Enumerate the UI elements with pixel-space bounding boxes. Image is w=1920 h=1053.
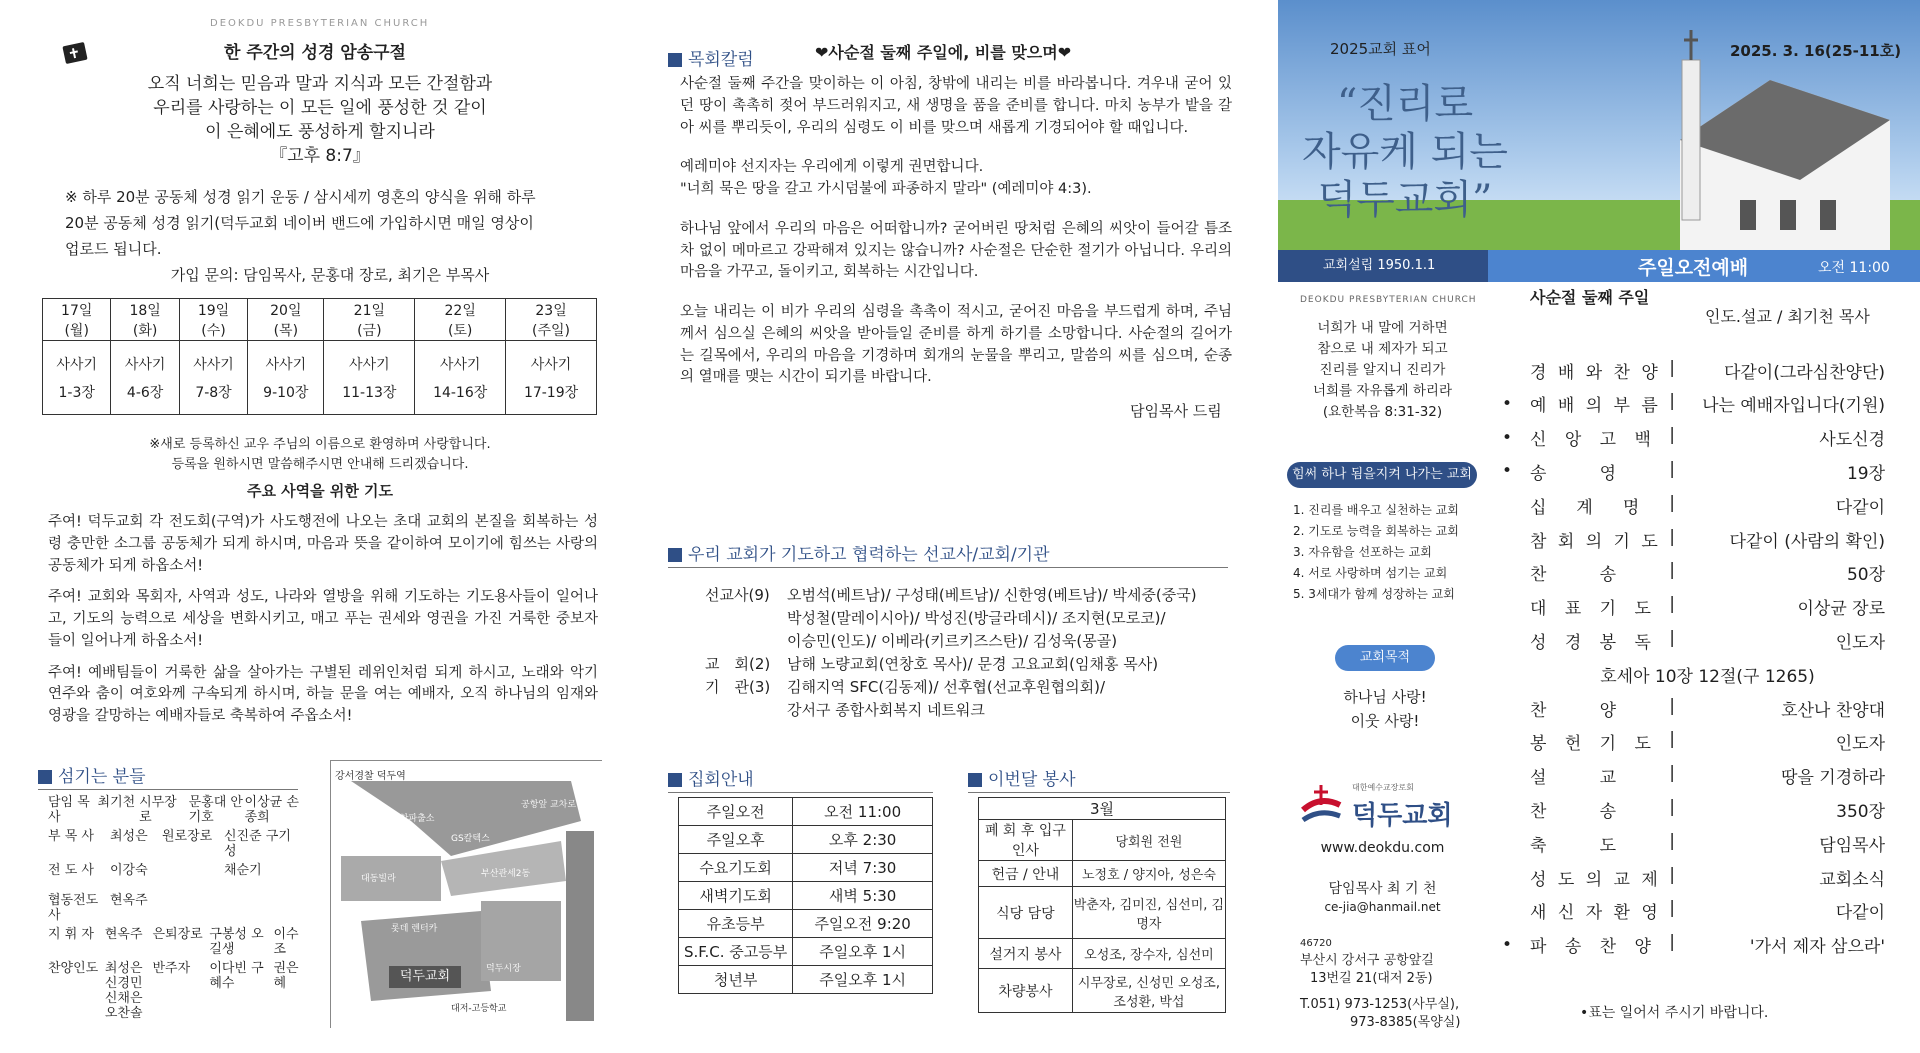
reading-day-passage: 사사기 9-10장 bbox=[248, 341, 324, 415]
reading-day-passage: 사사기 14-16장 bbox=[415, 341, 506, 415]
map-church-marker: 덕두교회 bbox=[389, 966, 461, 988]
servant-cell: 지 휘 자 bbox=[48, 927, 94, 942]
mission-heading: 우리 교회가 기도하고 협력하는 선교사/교회/기관 bbox=[668, 540, 1228, 568]
worship-item-value: 사도신경 bbox=[1819, 430, 1885, 451]
servant-cell: 최성은 bbox=[110, 829, 148, 844]
servant-cell: 협동전도사 bbox=[48, 893, 99, 923]
worship-item-value: 350장 bbox=[1836, 801, 1885, 822]
zip-code: 46720 bbox=[1300, 938, 1332, 949]
worship-item bbox=[1530, 862, 1885, 892]
worship-item: • 예 배 의 부 름 | 나는 예배자입니다(기원) bbox=[1502, 391, 1885, 417]
worship-item bbox=[1530, 592, 1885, 622]
worship-item-value: 땅을 기경하라 bbox=[1781, 768, 1885, 789]
church-address: 부산시 강서구 공항앞길 13번길 21(대저 2동) bbox=[1300, 953, 1434, 986]
reading-day-header: 21일 (금) bbox=[324, 299, 415, 341]
servant-cell: 신진준 구기성 bbox=[224, 829, 291, 859]
worship-item-label: 파 송 찬 양 | bbox=[1530, 932, 1675, 958]
church-map bbox=[330, 760, 602, 1028]
meeting-row: 유초등부 주일오전 9:20 bbox=[679, 910, 933, 938]
bulletin-date: 2025. 3. 16(25-11호) bbox=[1730, 42, 1902, 60]
church-phone: T.051) 973-1253(사무실), 973-8385(목양실) bbox=[1300, 997, 1461, 1030]
sunday-name: 사순절 둘째 주일 bbox=[1530, 288, 1650, 307]
reading-table bbox=[42, 298, 597, 415]
servants-list bbox=[48, 795, 308, 1025]
cover-verse: 너희가 내 말에 거하면 참으로 내 제자가 되고 진리를 알지니 진리가 너희를 자유롭게 하리라 (요한복음 8:31-32) bbox=[1313, 320, 1452, 420]
servant-cell: 채순기 bbox=[224, 863, 262, 878]
servant-cell: 이수조 bbox=[273, 927, 299, 957]
servant-cell: 반주자 bbox=[152, 961, 191, 976]
prayer-title: 주요 사역을 위한 기도 bbox=[246, 482, 394, 500]
pastor-name: 담임목사 최 기 천 bbox=[1328, 881, 1437, 897]
meeting-row: S.F.C. 중고등부 주일오후 1시 bbox=[679, 938, 933, 966]
purpose-badge: 교회목적 bbox=[1335, 645, 1435, 671]
servant-cell: 현옥주 bbox=[110, 893, 148, 908]
meeting-row: 수요기도회 저녁 7:30 bbox=[679, 854, 933, 882]
mission-row: 선교사(9) 오범석(베트남)/ 구성태(베트남)/ 신한영(베트남)/ 박세중(중국) 박성철(말레이시아)/ 박성진(방글라데시)/ 조지현(모로코)/ 이승민(인도)/ 이베라(키르키즈스탄)/ 김성욱(몽골) bbox=[705, 586, 1197, 650]
worship-item bbox=[1530, 761, 1885, 791]
worship-item-value: 이상균 장로 bbox=[1797, 599, 1885, 620]
servant-cell: 담임 목사 bbox=[48, 795, 90, 825]
worship-item-value: '가서 제자 삼으라' bbox=[1749, 937, 1885, 958]
pastor-column: 사순절 둘째 주간을 맞이하는 이 아침, 창밖에 내리는 비를 바라봅니다. 겨우내 굳어 있던 땅이 촉촉히 젖어 부드러워지고, 새 생명을 품을 준비를 합니다. 마치 농부가 밭을 갈아 씨를 뿌리듯이, 우리의 심령도 이 비를 맞으며 새롭게 기경되어야 할 때입니다. 예레미야 선지자는 우리에게 이렇게 권면합니다. "너희 묵은 땅을 갈고 가시덤불에 파종하지 말라" (예레미야 4:3). 하나님 앞에서 우리의 마음은 어떠합니까? 굳어버린 땅처럼 은혜의 씨앗이 들어갈 틈조차 없이 메마르고 강팍해져 있지는 않습니까? 사순절은 단순한 절기가 아닙니다. 우리의 마음을 가꾸고, 돌이키고, 회복하는 시간입니다. 오늘 내리는 이 비가 우리의 심령을 촉촉이 적시고, 굳어진 마음을 부드럽게 하며, 주님께서 심으실 은혜의 씨앗을 받아들일 준비를 하게 하기를 소망합니다. 사순절의 길어가는 길목에서, 우리의 마음을 기경하며 회개의 눈물을 뿌리고, 말씀의 씨를 심으며, 순종의 열매를 맺는 시간이 되기를 바랍니다. bbox=[680, 76, 1232, 386]
reading-day-header: 18일 (화) bbox=[111, 299, 179, 341]
standing-note: •표는 일어서 주시기 바랍니다. bbox=[1580, 1005, 1769, 1021]
worship-item-label: 십 계 명 | bbox=[1530, 492, 1675, 518]
mission-row: 교 회(2) 남해 노량교회(연창호 목사)/ 문경 고요교회(임채홍 목사) bbox=[705, 655, 1159, 673]
servant-cell: 은퇴장로 bbox=[152, 927, 203, 942]
worship-item-value: 19장 bbox=[1846, 463, 1885, 484]
worship-item bbox=[1530, 490, 1885, 520]
duty-heading: 이번달 봉사 bbox=[968, 765, 1230, 793]
worship-item-value: 다같이 (사람의 확인) bbox=[1729, 531, 1885, 552]
worship-item-label: 설 교 | bbox=[1530, 763, 1675, 789]
worship-item-label: 성 경 봉 독 | bbox=[1530, 627, 1675, 653]
worship-item-label: 찬 송 | bbox=[1530, 796, 1675, 822]
meeting-table bbox=[678, 797, 933, 994]
mission-list bbox=[705, 584, 1225, 722]
reading-day-passage: 사사기 17-19장 bbox=[506, 341, 597, 415]
worship-item-value: 호산나 찬양대 bbox=[1781, 700, 1885, 721]
worship-item bbox=[1530, 558, 1885, 588]
worship-item-label: 신 앙 고 백 | bbox=[1530, 425, 1675, 451]
reading-day-passage: 사사기 4-6장 bbox=[111, 341, 179, 415]
church-watermark: DEOKDU PRESBYTERIAN CHURCH bbox=[210, 18, 430, 29]
worship-item bbox=[1530, 625, 1885, 655]
meeting-row: 주일오후 오후 2:30 bbox=[679, 826, 933, 854]
column-signature: 담임목사 드림 bbox=[1130, 402, 1222, 420]
prayer-list: 주여! 덕두교회 각 전도회(구역)가 사도행전에 나오는 초대 교회의 본질을 회복하는 성령 충만한 소그룹 공동체가 되게 하시며, 마음과 뜻을 같이하여 모이기에 힘쓰는 사랑의 공동체가 되게 하옵소서! 주여! 교회와 목회자, 사역과 성도, 나라와 열방을 위해 기도하는 기도용사들이 일어나고, 기도의 능력으로 세상을 변화시키고, 매고 푸는 권세와 영권을 가진 거룩한 중보자들이 일어나게 하옵소서! 주여! 예배팀들이 거룩한 삶을 살아가는 구별된 레위인처럼 되게 하시고, 노래와 악기 연주와 춤이 여호와께 구속되게 하시며, 하늘 문을 여는 예배자, 오직 하나님의 임재와 영광을 갈망하는 예배자들로 축복하여 주옵소서! bbox=[48, 514, 598, 724]
servant-cell: 문홍대 안기호 bbox=[188, 795, 243, 825]
reading-day-passage: 사사기 7-8장 bbox=[179, 341, 247, 415]
servant-cell: 최기천 bbox=[97, 795, 136, 810]
meeting-row: 새벽기도회 새벽 5:30 bbox=[679, 882, 933, 910]
motto-year: 2025교회 표어 bbox=[1330, 40, 1431, 58]
servant-row bbox=[48, 829, 308, 859]
reading-day-header: 23일 (주일) bbox=[506, 299, 597, 341]
church-logo-icon bbox=[1295, 780, 1345, 830]
worship-item bbox=[1530, 659, 1885, 689]
duty-row: 설거지 봉사 오성조, 장수자, 심선미 bbox=[979, 939, 1226, 969]
church-building-icon bbox=[1640, 30, 1900, 250]
vision-list: 1. 진리를 배우고 실천하는 교회 2. 기도로 능력을 회복하는 교회 3. 자유함을 선포하는 교회 4. 서로 사랑하며 섬기는 교회 5. 3세대가 함께 성장하는 교회 bbox=[1293, 503, 1459, 601]
worship-item bbox=[1530, 727, 1885, 757]
servant-row bbox=[48, 863, 308, 889]
worship-item-label: 새 신 자 환 영 | bbox=[1530, 898, 1675, 924]
worship-item-value: 다같이 bbox=[1835, 903, 1885, 924]
servant-cell: 구봉성 오길생 bbox=[209, 927, 264, 957]
map-label: 대동빌라 bbox=[361, 874, 396, 884]
worship-item: • 신 앙 고 백 | 사도신경 bbox=[1502, 425, 1885, 451]
column-heading: 목회칼럼 bbox=[668, 45, 754, 70]
worship-item-value: 인도자 bbox=[1835, 632, 1885, 653]
church-logo-text: 덕두교회 bbox=[1352, 801, 1453, 831]
servant-cell: 이강숙 bbox=[110, 863, 148, 878]
map-label: 공항파출소 bbox=[391, 814, 435, 824]
servant-cell: 권은혜 bbox=[273, 961, 299, 991]
servant-cell: 전 도 사 bbox=[48, 863, 94, 878]
column-title: ❤사순절 둘째 주일에, 비를 맞으며❤ bbox=[815, 43, 1072, 62]
map-label: 공항앞 교차로 bbox=[521, 800, 577, 810]
worship-item bbox=[1530, 693, 1885, 723]
church-motto: “진리로 자유케 되는 덕두교회” bbox=[1302, 81, 1508, 223]
reading-day-passage: 사사기 1-3장 bbox=[43, 341, 111, 415]
servant-cell: 시무장로 bbox=[139, 795, 177, 825]
servant-cell: 최성은 신경민 신채은 오찬솔 bbox=[104, 961, 143, 1021]
reading-day-header: 17일 (월) bbox=[43, 299, 111, 341]
worship-item-label: 예 배 의 부 름 | bbox=[1530, 391, 1675, 417]
map-label: GS칼텍스 bbox=[451, 834, 490, 844]
servant-cell: 부 목 사 bbox=[48, 829, 94, 844]
servant-row bbox=[48, 961, 308, 1021]
bible-icon bbox=[60, 40, 90, 66]
worship-item bbox=[1530, 355, 1885, 385]
servant-cell: 이다빈 구혜수 bbox=[209, 961, 264, 991]
worship-item bbox=[1530, 828, 1885, 858]
worship-item-value: 인도자 bbox=[1835, 734, 1885, 755]
servant-row bbox=[48, 927, 308, 957]
service-bar: 주일오전예배 오전 11:00 bbox=[1488, 250, 1920, 282]
worship-item: • 파 송 찬 양 | '가서 제자 삼으라' bbox=[1502, 932, 1885, 958]
worship-item-label: 참 회 의 기 도 | bbox=[1530, 526, 1675, 552]
worship-item-label: 봉 헌 기 도 | bbox=[1530, 729, 1675, 755]
servant-cell: 원로장로 bbox=[162, 829, 213, 844]
mission-row: 기 관(3) 김해지역 SFC(김동제)/ 선후협(선교후원협의회)/ 강서구 종합사회복지 네트워크 bbox=[705, 678, 1106, 719]
website-link[interactable]: www.deokdu.com bbox=[1320, 840, 1445, 856]
worship-item-value: 호세아 10장 12절(구 1265) bbox=[1600, 666, 1815, 687]
church-purpose: 하나님 사랑! 이웃 사랑! bbox=[1343, 688, 1427, 730]
worship-item-label: 성 도 의 교 제 | bbox=[1530, 864, 1675, 890]
duty-table: 3월 폐 회 후 입구인사 당회원 전원 헌금 / 안내 노정호 / 양지아, 성은숙 식당 담당 박춘자, 김미진, 심선미, 김명자 설거지 봉사 오성조, 장수자, 심선미 차량봉사 시무장로, 신성민 오성조, 조성환, 박섭 bbox=[978, 797, 1226, 1013]
pastor-email[interactable]: ce-jia@hanmail.net bbox=[1324, 900, 1441, 914]
worship-item bbox=[1530, 524, 1885, 554]
worship-item bbox=[1530, 896, 1885, 926]
reading-day-passage: 사사기 11-13장 bbox=[324, 341, 415, 415]
worship-item-value: 50장 bbox=[1846, 565, 1885, 586]
worship-item-value: 담임목사 bbox=[1819, 835, 1885, 856]
map-label: 부산관세2동 bbox=[481, 869, 531, 879]
service-leader: 인도.설교 / 최기천 목사 bbox=[1705, 307, 1870, 326]
worship-item-value: 다같이(그라심찬양단) bbox=[1723, 362, 1885, 383]
servant-cell: 찬양인도 bbox=[48, 961, 99, 976]
welcome-note: ※새로 등록하신 교우 주님의 이름으로 환영하며 사랑합니다. 등록을 원하시면 말씀해주시면 안내해 드리겠습니다. bbox=[149, 437, 491, 472]
memory-verse: 오직 너희는 믿음과 말과 지식과 모든 간절함과 우리를 사랑하는 이 모든 일에 풍성한 것 같이 이 은혜에도 풍성하게 할지니라 『고후 8:7』 bbox=[147, 74, 493, 166]
worship-item-value: 교회소식 bbox=[1819, 869, 1885, 890]
servant-row bbox=[48, 893, 308, 923]
worship-item-label: 찬 양 | bbox=[1530, 695, 1675, 721]
worship-item-label: 축 도 | bbox=[1530, 830, 1675, 856]
worship-item-label: 송 영 | bbox=[1530, 458, 1675, 484]
reading-day-header: 20일 (목) bbox=[248, 299, 324, 341]
verse-title: 한 주간의 성경 암송구절 bbox=[224, 43, 406, 63]
servant-cell: 이상균 손종희 bbox=[244, 795, 299, 825]
duty-row: 폐 회 후 입구인사 당회원 전원 bbox=[979, 820, 1226, 861]
map-label: 덕두시장 bbox=[486, 964, 521, 974]
worship-item bbox=[1530, 794, 1885, 824]
map-label: 롯데 렌터카 bbox=[391, 924, 438, 934]
worship-item-value: 다같이 bbox=[1835, 497, 1885, 518]
meeting-row: 주일오전 오전 11:00 bbox=[679, 798, 933, 826]
worship-item-label: 찬 송 | bbox=[1530, 560, 1675, 586]
duty-row: 차량봉사 시무장로, 신성민 오성조, 조성환, 박섭 bbox=[979, 969, 1226, 1013]
vision-badge: 힘써 하나 됨을지켜 나가는 교회 bbox=[1287, 462, 1477, 488]
reading-day-header: 19일 (수) bbox=[179, 299, 247, 341]
denomination: 대한예수교장로회 bbox=[1352, 783, 1414, 792]
church-english-name: DEOKDU PRESBYTERIAN CHURCH bbox=[1300, 295, 1477, 305]
reading-note: ※ 하루 20분 공동체 성경 읽기 운동 / 삼시세끼 영혼의 양식을 위해 하루 20분 공동체 성경 읽기(덕두교회 네이버 밴드에 가입하시면 매일 영상이 업로드 됩니다. 가입 문의: 담임목사, 문홍대 장로, 최기은 부목사 bbox=[65, 188, 536, 284]
founded-bar: 교회설립 1950.1.1 bbox=[1278, 250, 1488, 282]
worship-item-label: 경 배 와 찬 양 | bbox=[1530, 357, 1675, 383]
meeting-heading: 집회안내 bbox=[668, 765, 933, 793]
servant-cell: 현옥주 bbox=[104, 927, 143, 942]
reading-day-header: 22일 (토) bbox=[415, 299, 506, 341]
duty-row: 식당 담당 박춘자, 김미진, 심선미, 김명자 bbox=[979, 887, 1226, 939]
map-label: 대저-고등학교 bbox=[451, 1004, 507, 1014]
worship-item-value: 나는 예배자입니다(기원) bbox=[1702, 396, 1885, 417]
map-label: 강서경찰 덕두역 bbox=[335, 771, 406, 782]
worship-item-label: 대 표 기 도 | bbox=[1530, 594, 1675, 620]
servants-heading: 섬기는 분들 bbox=[38, 762, 298, 790]
meeting-row: 청년부 주일오후 1시 bbox=[679, 966, 933, 994]
worship-item: • 송 영 | 19장 bbox=[1502, 458, 1885, 484]
servant-row bbox=[48, 795, 308, 825]
duty-row: 헌금 / 안내 노정호 / 양지아, 성은숙 bbox=[979, 861, 1226, 887]
